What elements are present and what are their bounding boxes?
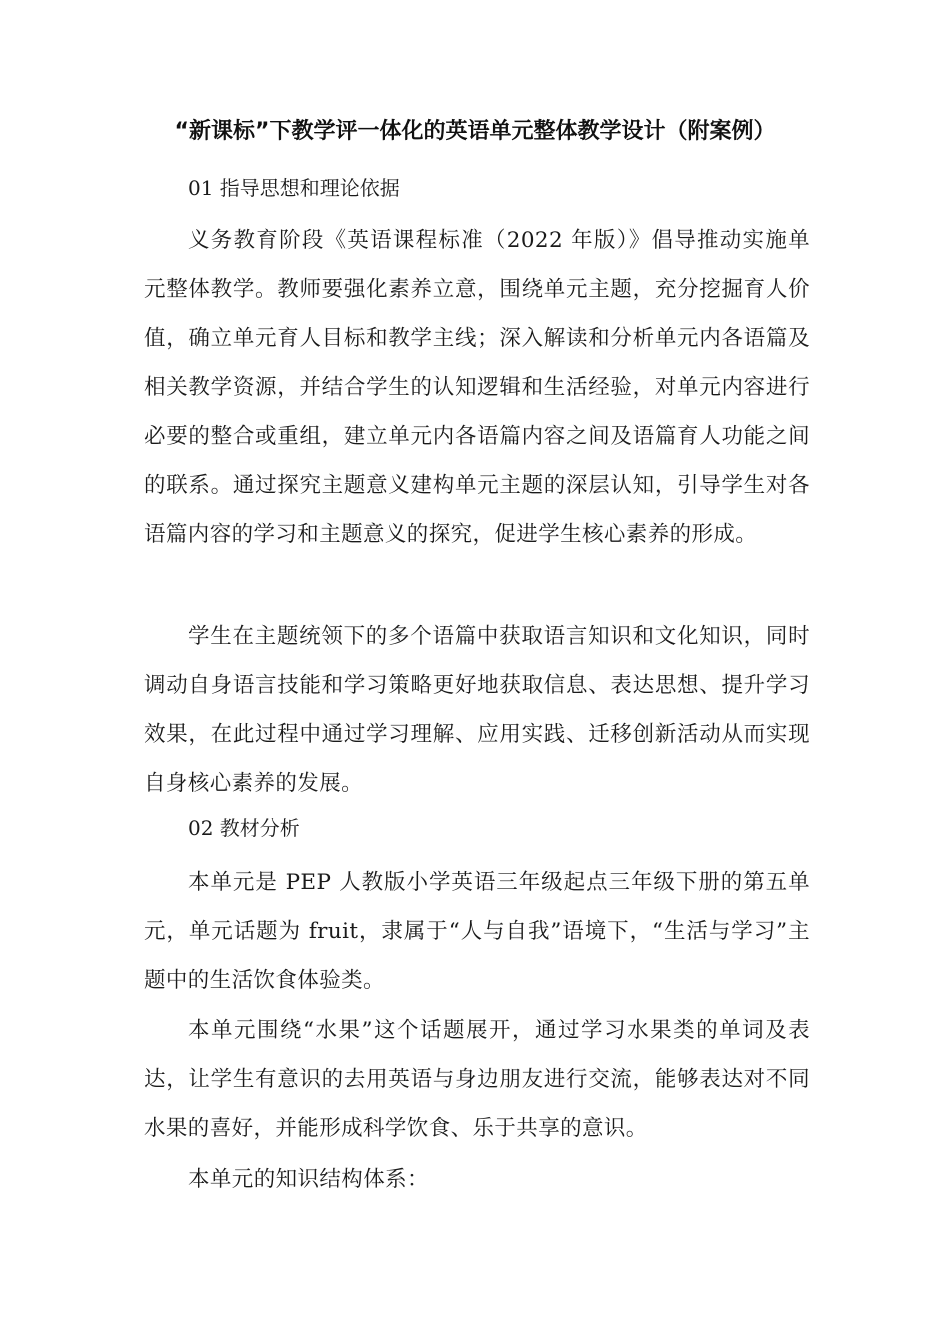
paragraph-curriculum-standard: 义务教育阶段《英语课程标准（2022 年版）》倡导推动实施单元整体教学。教师要强化素养立意，围绕单元主题，充分挖掘育人价值，确立单元育人目标和教学主线；深入解读和分析单元内各语篇及相关教学资源，并结合学生的认知逻辑和生活经验，对单元内容进行必要的整合或重组，建立单元内各语篇内容之间及语篇育人功能之间的联系。通过探究主题意义建构单元主题的深层认知，引导学生对各语篇内容的学习和主题意义的探究，促进学生核心素养的形成。: [144, 228, 810, 547]
document-title: “新课标”下教学评一体化的英语单元整体教学设计（附案例）: [174, 119, 776, 144]
paragraph-student-learning: 学生在主题统领下的多个语篇中获取语言知识和文化知识，同时调动自身语言技能和学习策略更好地获取信息、表达思想、提升学习效果，在此过程中通过学习理解、应用实践、迁移创新活动从而实现自身核心素养的发展。: [144, 624, 810, 796]
paragraph-unit-topic: 本单元围绕“水果”这个话题展开，通过学习水果类的单词及表达，让学生有意识的去用英语与身边朋友进行交流，能够表达对不同水果的喜好，并能形成科学饮食、乐于共享的意识。: [144, 1018, 810, 1141]
paragraph-knowledge-structure: 本单元的知识结构体系：: [188, 1167, 429, 1192]
section-heading-textbook-analysis: 02 教材分析: [188, 816, 300, 840]
section-heading-guiding-thought: 01 指导思想和理论依据: [188, 176, 400, 200]
paragraph-unit-overview: 本单元是 PEP 人教版小学英语三年级起点三年级下册的第五单元，单元话题为 fruit，隶属于“人与自我”语境下，“生活与学习”主题中的生活饮食体验类。: [144, 870, 810, 993]
